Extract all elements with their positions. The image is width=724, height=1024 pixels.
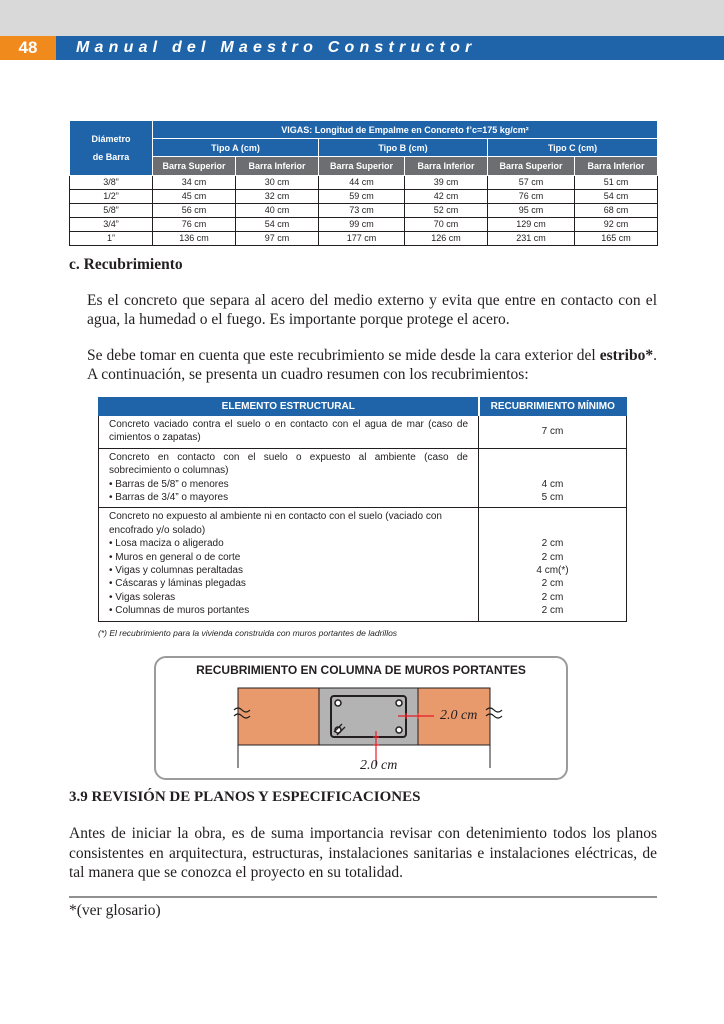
row-value: 7 cm (541, 425, 564, 437)
col-inf: Barra Inferior (405, 157, 488, 176)
table-row (70, 232, 658, 246)
list-item: • Vigas y columnas peraltadas (109, 565, 243, 577)
row-text: Concreto no expuesto al ambiente ni en contacto con el suelo (vaciado con encofrado y/o solado) (109, 511, 442, 536)
length-cell: 76 cm (488, 190, 575, 204)
diameter-cell: 1/2” (70, 190, 153, 204)
tipo-c-header: Tipo C (cm) (488, 139, 658, 157)
elemento-header: ELEMENTO ESTRUCTURAL (99, 398, 479, 416)
glossary-note: *(ver glosario) (69, 902, 161, 919)
running-title: Manual del Maestro Constructor (76, 39, 477, 56)
row-value: 5 cm (541, 492, 564, 504)
diameter-cell: 5/8” (70, 204, 153, 218)
length-cell: 34 cm (153, 176, 236, 190)
length-cell: 44 cm (319, 176, 405, 190)
top-band (0, 0, 724, 36)
table-row (70, 176, 658, 190)
vigas-splice-table (69, 120, 658, 246)
dimension-right: 2.0 cm (440, 708, 478, 723)
dimension-bottom: 2.0 cm (360, 758, 398, 773)
length-cell: 76 cm (153, 218, 236, 232)
col-sup: Barra Superior (153, 157, 236, 176)
length-cell: 40 cm (236, 204, 319, 218)
table-row (99, 416, 627, 449)
length-cell: 54 cm (575, 190, 658, 204)
row-value: 2 cm (541, 591, 564, 603)
list-item: • Muros en general o de corte (109, 551, 241, 563)
col-inf: Barra Inferior (236, 157, 319, 176)
rebar-icon (396, 727, 402, 733)
list-item: • Barras de 5/8” o menores (109, 478, 229, 490)
length-cell: 73 cm (319, 204, 405, 218)
length-cell: 99 cm (319, 218, 405, 232)
figure-title: RECUBRIMIENTO EN COLUMNA DE MUROS PORTANTES (196, 663, 526, 677)
length-cell: 126 cm (405, 232, 488, 246)
tipo-a-header: Tipo A (cm) (153, 139, 319, 157)
length-cell: 30 cm (236, 176, 319, 190)
length-cell: 45 cm (153, 190, 236, 204)
table-row (70, 204, 658, 218)
col-sup: Barra Superior (319, 157, 405, 176)
length-cell: 95 cm (488, 204, 575, 218)
tipo-b-header: Tipo B (cm) (319, 139, 488, 157)
section-heading: 3.9 REVISIÓN DE PLANOS Y ESPECIFICACIONES (69, 789, 421, 805)
table-row (70, 190, 658, 204)
length-cell: 177 cm (319, 232, 405, 246)
paragraph: Antes de iniciar la obra, es de suma importancia revisar con detenimiento todos los planos consistentes en arquitectura, estructuras, instalaciones sanitarias e instalaciones eléctricas, de tal manera que se conozca el proyecto en su totalidad. (69, 825, 657, 881)
rebar-icon (335, 700, 341, 706)
length-cell: 165 cm (575, 232, 658, 246)
length-cell: 136 cm (153, 232, 236, 246)
table-footnote: (*) El recubrimiento para la vivienda construida con muros portantes de ladrillos (98, 628, 398, 638)
diametro-header: Diámetro de Barra (70, 121, 153, 176)
length-cell: 92 cm (575, 218, 658, 232)
diameter-cell: 1” (70, 232, 153, 246)
row-value: 4 cm (541, 478, 564, 490)
paragraph: Es el concreto que separa al acero del medio externo y evita que entre en contacto con el agua, la humedad o el fuego. Es importante porque protege el acero. (87, 292, 657, 328)
recubrimiento-header: RECUBRIMIENTO MÍNIMO (479, 398, 627, 416)
row-text: Concreto vaciado contra el suelo o en contacto con el agua de mar (caso de cimientos o zapatas) (109, 419, 468, 444)
row-value: 4 cm(*) (536, 565, 569, 577)
list-item: • Vigas soleras (109, 591, 176, 603)
length-cell: 51 cm (575, 176, 658, 190)
section-heading: c. Recubrimiento (69, 256, 183, 273)
length-cell: 56 cm (153, 204, 236, 218)
length-cell: 68 cm (575, 204, 658, 218)
footnote-rule (69, 896, 657, 898)
length-cell: 32 cm (236, 190, 319, 204)
recubrimiento-table (98, 397, 627, 622)
diameter-cell: 3/8” (70, 176, 153, 190)
rebar-icon (396, 700, 402, 706)
list-item: • Columnas de muros portantes (109, 605, 250, 617)
length-cell: 59 cm (319, 190, 405, 204)
table-row (99, 508, 627, 621)
length-cell: 97 cm (236, 232, 319, 246)
term-estribo: estribo* (599, 347, 654, 364)
row-value: 2 cm (541, 578, 564, 590)
length-cell: 57 cm (488, 176, 575, 190)
length-cell: 231 cm (488, 232, 575, 246)
col-inf: Barra Inferior (575, 157, 658, 176)
length-cell: 129 cm (488, 218, 575, 232)
diameter-cell: 3/4” (70, 218, 153, 232)
length-cell: 52 cm (405, 204, 488, 218)
row-value: 2 cm (541, 538, 564, 550)
paragraph: Se debe tomar en cuenta que este recubrimiento se mide desde la cara exterior del estribo*. A continuación, se presenta un cuadro resumen con los recubrimientos: (87, 347, 657, 383)
row-value: 2 cm (541, 605, 564, 617)
length-cell: 42 cm (405, 190, 488, 204)
col-sup: Barra Superior (488, 157, 575, 176)
table-row (99, 448, 627, 508)
vigas-title: VIGAS: Longitud de Empalme en Concreto f’c=175 kg/cm² (153, 121, 658, 139)
list-item: • Cáscaras y láminas plegadas (109, 578, 246, 590)
page-number: 48 (0, 36, 56, 60)
row-text: Concreto en contacto con el suelo o expuesto al ambiente (caso de sobrecimiento o columnas) (109, 451, 468, 477)
list-item: • Losa maciza o aligerado (109, 538, 224, 550)
length-cell: 54 cm (236, 218, 319, 232)
table-row (70, 218, 658, 232)
length-cell: 39 cm (405, 176, 488, 190)
row-value: 2 cm (541, 551, 564, 563)
list-item: • Barras de 3/4” o mayores (109, 492, 229, 504)
length-cell: 70 cm (405, 218, 488, 232)
